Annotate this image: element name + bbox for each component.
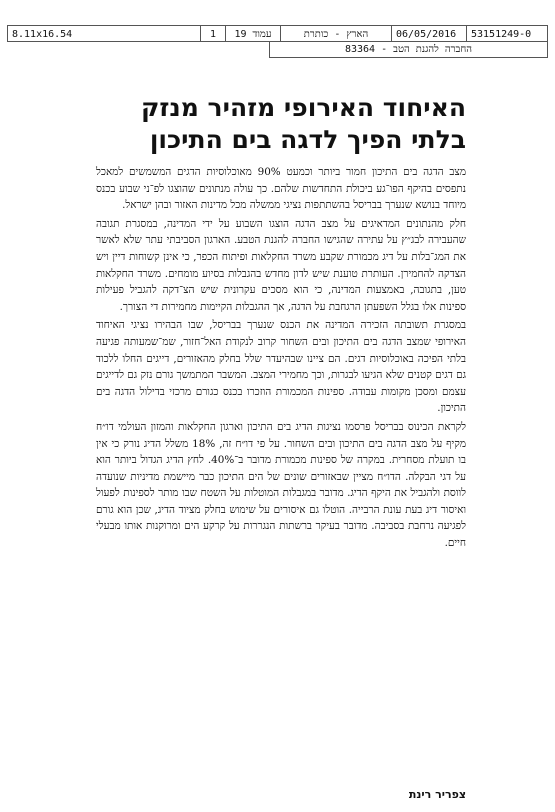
clipping-header (7, 25, 548, 42)
clipping-date: 06/05/2016 (391, 26, 466, 41)
article-paragraph: חלק מהנתונים המדאיגים על מצב הדגה הוצגו השבוע על ידי המדינה, במסגרת תגובה שהעבירה לבג״ץ על עתירה שהגישו החברה להגנת הטבע. הארגון הסביבתי עתר שלא לאשר את המג־בלות על דיג מכמורת שקבע משרד החקלאות ופיתוח הכפר, כי אינן קשוחות דיין ויש הצדקה להחמירן. העותרת טוענת שיש לדון מחדש בהגבלות בסיוע מומחים. משרד החקלאות טען, בתגובה, באמצעות המדינה, כי הוא מסכים עקרונית שיש הצ־דקה להגביל פעילות ספינות אלו בגלל השפעתן הרגחבת על הדגה, אך ההגבלות הקיימות מחמירות די הצורך. (96, 217, 466, 313)
client-label: החברה להגנת הטב - 83364 (269, 42, 548, 58)
article-paragraph: במסגרת תשובתה הזכירה המדינה את הכנס שנערך בבריסל, שבו הבהירו נציגי האיחוד האירופי שמצב הדגה בים התיכון ובים השחור קרוב לנקודת האל־חזור, שמ־שמעותה פגיעה בלתי הפיכה באוכלוסיות דגים. הם ציינו שבהיעדר שלל בחלק מהאזורים, דייגים החלו ללכוד גם דגים קטנים שלא הגיעו לבגרות, וכך מחמירי המצב. המשבר המתמשך גורם נזק גם לדייגים עצמם ומסכן מקומות עבודה. ספינות המכמורת הוזכרו בכנס כגורם מרכזי בדילול הדגה בים התיכון. (96, 319, 466, 415)
article-paragraph: מצב הדגה בים התיכון חמור ביותר וכמעט 90% מאוכלוסיות הדגים המשמשים למאכל נתפסים בהיקף הפו־גע ביכולת התחדשות שלהם. כך עולה מנתונים שהוצגו לפ־ני שבוע בכנס מיוחד בנושא שנערך בבריסל בהשתתפות נציגי ממשלה מכל מדינות האזור ובהן ישראל. (96, 166, 466, 212)
publication-name: הארץ - כותרת (280, 26, 391, 41)
page-number: עמוד 19 (225, 26, 280, 41)
article-byline: צפריר רינת (408, 788, 466, 801)
article-headline: האיחוד האירופי מזהיר מנזק בלתי הפיך לדגה בים התיכון (141, 93, 466, 154)
clipping-size: 8.11x16.54 (12, 29, 73, 40)
article-body (96, 164, 466, 554)
item-number: 1 (200, 26, 225, 41)
article-paragraph: לקראת הכינוס בבריסל פרסמו נציגות הדיג בים התיכון וארגון החקלאות והמזון העולמי דו״ח מקיף על מצב הדגה בים התיכון ובים השחור. על פי דו״ח זה, 18% משלל הדיג נורק כי אין בו תועלת מסחרית. במקרה של ספינות מכמורת מדובר ב־40%. לחץ הדיג הגדול ביותר הוא על דגי הבקלה. הדו״ח מציין שבאזורים שונים של הים התיכון כבר מיישמת מדיניות שנועדה לווסת ולהגביל את היקף הדיג. מדובר במגבלות המוטלות על השטח שבו מותר לספינות לפעול ואיסור דיג בעת עונת הרבייה. הוטלו גם איסורים על שימוש בחלק מציוד הדיג, שכן הוא גורם לפגיעה נרחבת בסביבה. מדובר בעיקר ברשתות הנגררות על קרקע הים ומרוקנות אותו מבעלי חיים. (96, 420, 466, 550)
clipping-code: 53151249-0 (466, 26, 547, 41)
